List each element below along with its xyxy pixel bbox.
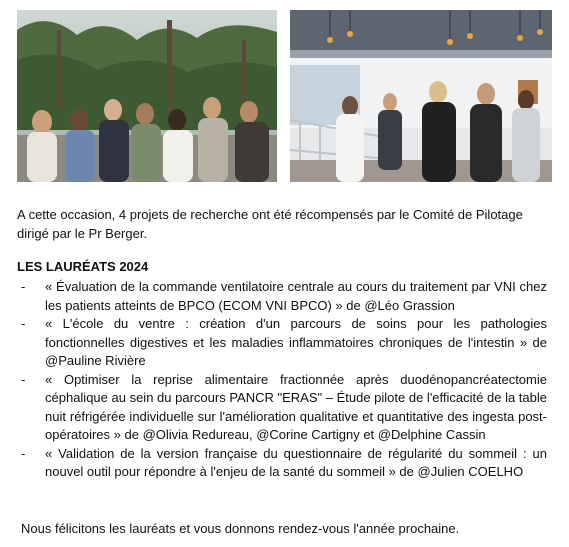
- laureate-text: « Validation de la version française du questionnaire de régularité du sommeil : un nouvel outil pour répondre à l'enjeu de la santé du sommeil » de @Julien COELHO: [45, 445, 547, 479]
- list-item: [17, 315, 547, 371]
- list-item: [17, 278, 547, 315]
- laureate-text: « Évaluation de la commande ventilatoire centrale au cours du traitement par VNI chez les patients atteints de BPCO (ECOM VNI BPCO) » de @Léo Grassion: [45, 279, 547, 313]
- outdoor-event-photo: [17, 10, 277, 182]
- closing-paragraph: Nous félicitons les lauréats et vous donnons rendez-vous l'année prochaine.: [21, 521, 460, 536]
- intro-paragraph: A cette occasion, 4 projets de recherche ont été récompensés par le Comité de Pilotage dirigé par le Pr Berger.: [17, 207, 523, 241]
- bullet-dash: -: [21, 279, 26, 294]
- bullet-dash: -: [21, 445, 26, 461]
- outdoor-photo-icon: [17, 10, 277, 182]
- laureate-text: « Optimiser la reprise alimentaire fractionnée après duodénopancréatectomie céphalique au sein du parcours PANCR "ERAS" – Étude pilote de l'efficacité de la table nuit réfrigérée individuelle sur l'amélioration qualitative et quantitative des ingesta post-opératoires » de @Olivia Redureau, @Corine Cartigny et @Delphine Cassin: [45, 371, 547, 442]
- list-item: [17, 371, 547, 445]
- bullet-dash: -: [21, 371, 26, 387]
- list-item: [17, 445, 547, 482]
- indoor-photo-icon: [290, 10, 552, 182]
- bullet-dash: -: [21, 316, 26, 331]
- laureates-list: [17, 278, 547, 482]
- indoor-event-photo: [290, 10, 552, 182]
- laureate-text: « L'école du ventre : création d'un parcours de soins pour les pathologies fonctionnelles digestives et les maladies inflammatoires chroniques de l'intestin » de @Pauline Rivière: [45, 316, 547, 368]
- laureates-heading: LES LAURÉATS 2024: [17, 259, 149, 274]
